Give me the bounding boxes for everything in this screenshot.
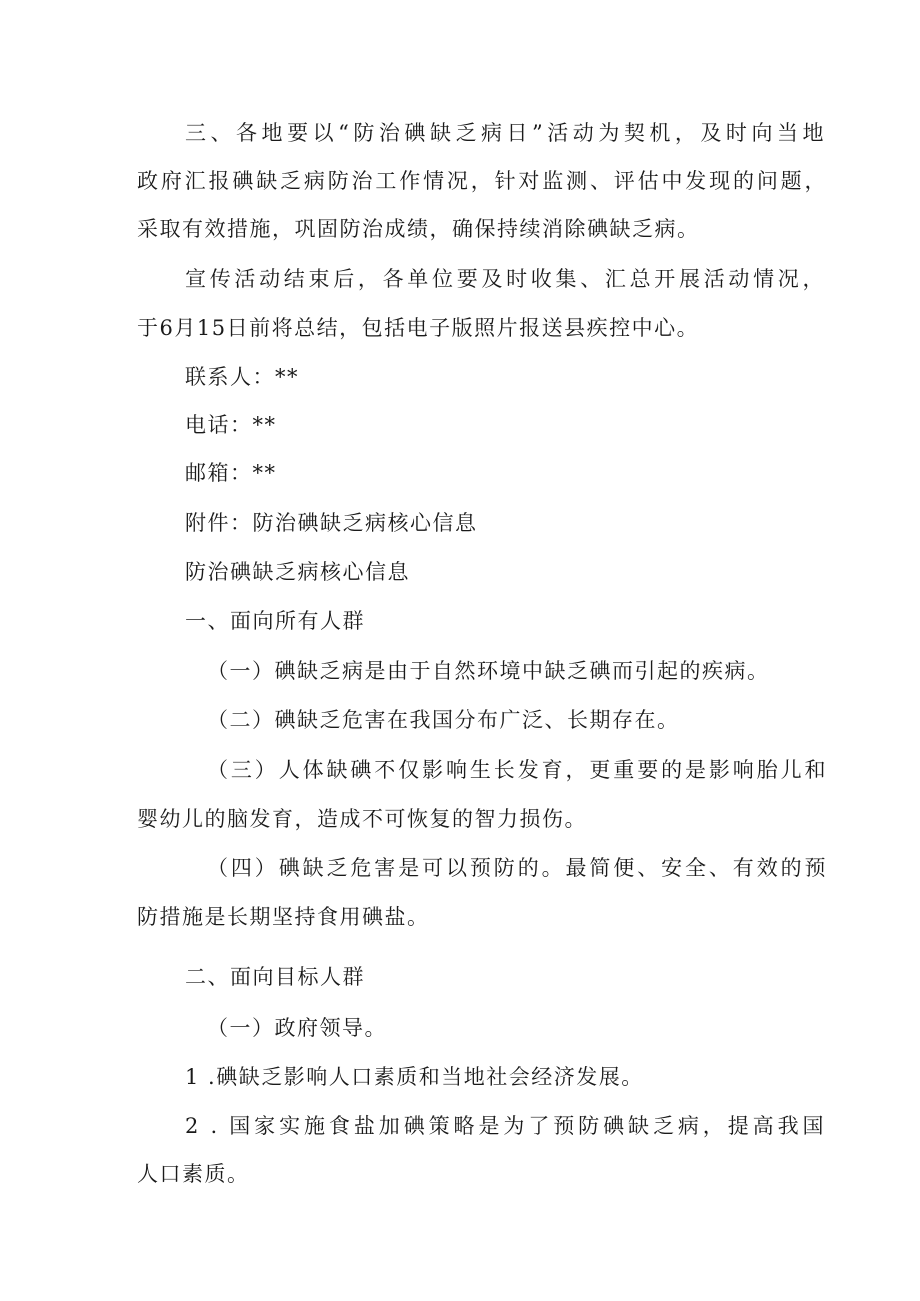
paragraph-3-line-2: 政府汇报碘缺乏病防治工作情况，针对监测、评估中发现的问题， — [137, 169, 827, 193]
target-population-point-2-line-1: 2 . 国家实施食盐加碘策略是为了预防碘缺乏病，提高我国 — [185, 1114, 825, 1138]
all-population-item-3-line-1: （三）人体缺碘不仅影响生长发育，更重要的是影响胎儿和 — [207, 758, 827, 782]
all-population-item-2: （二）碘缺乏危害在我国分布广泛、长期存在。 — [207, 708, 680, 732]
section-heading-all-population: 一、面向所有人群 — [185, 609, 365, 633]
summary-paragraph-line-2: 于6月15日前将总结，包括电子版照片报送县疾控中心。 — [137, 316, 700, 340]
attachment-line: 附件：防治碘缺乏病核心信息 — [185, 511, 478, 535]
contact-person: 联系人：** — [185, 365, 299, 389]
target-population-item-1: （一）政府领导。 — [207, 1016, 387, 1040]
all-population-item-4-line-2: 防措施是长期坚持食用碘盐。 — [137, 905, 430, 929]
contact-phone: 电话：** — [185, 413, 277, 437]
summary-paragraph-line-1: 宣传活动结束后，各单位要及时收集、汇总开展活动情况， — [185, 267, 825, 291]
all-population-item-4-line-1: （四）碘缺乏危害是可以预防的。最简便、安全、有效的预 — [207, 856, 827, 880]
contact-email: 邮箱：** — [185, 461, 277, 485]
attachment-title: 防治碘缺乏病核心信息 — [185, 560, 410, 584]
paragraph-3-line-1: 三、各地要以“防治碘缺乏病日”活动为契机，及时向当地 — [185, 121, 825, 145]
target-population-point-2-line-2: 人口素质。 — [137, 1162, 250, 1186]
paragraph-3-line-3: 采取有效措施，巩固防治成绩，确保持续消除碘缺乏病。 — [137, 217, 700, 241]
target-population-point-1: 1 .碘缺乏影响人口素质和当地社会经济发展。 — [185, 1065, 644, 1089]
section-heading-target-population: 二、面向目标人群 — [185, 965, 365, 989]
all-population-item-1: （一）碘缺乏病是由于自然环境中缺乏碘而引起的疾病。 — [207, 659, 770, 683]
all-population-item-3-line-2: 婴幼儿的脑发育，造成不可恢复的智力损伤。 — [137, 807, 587, 831]
